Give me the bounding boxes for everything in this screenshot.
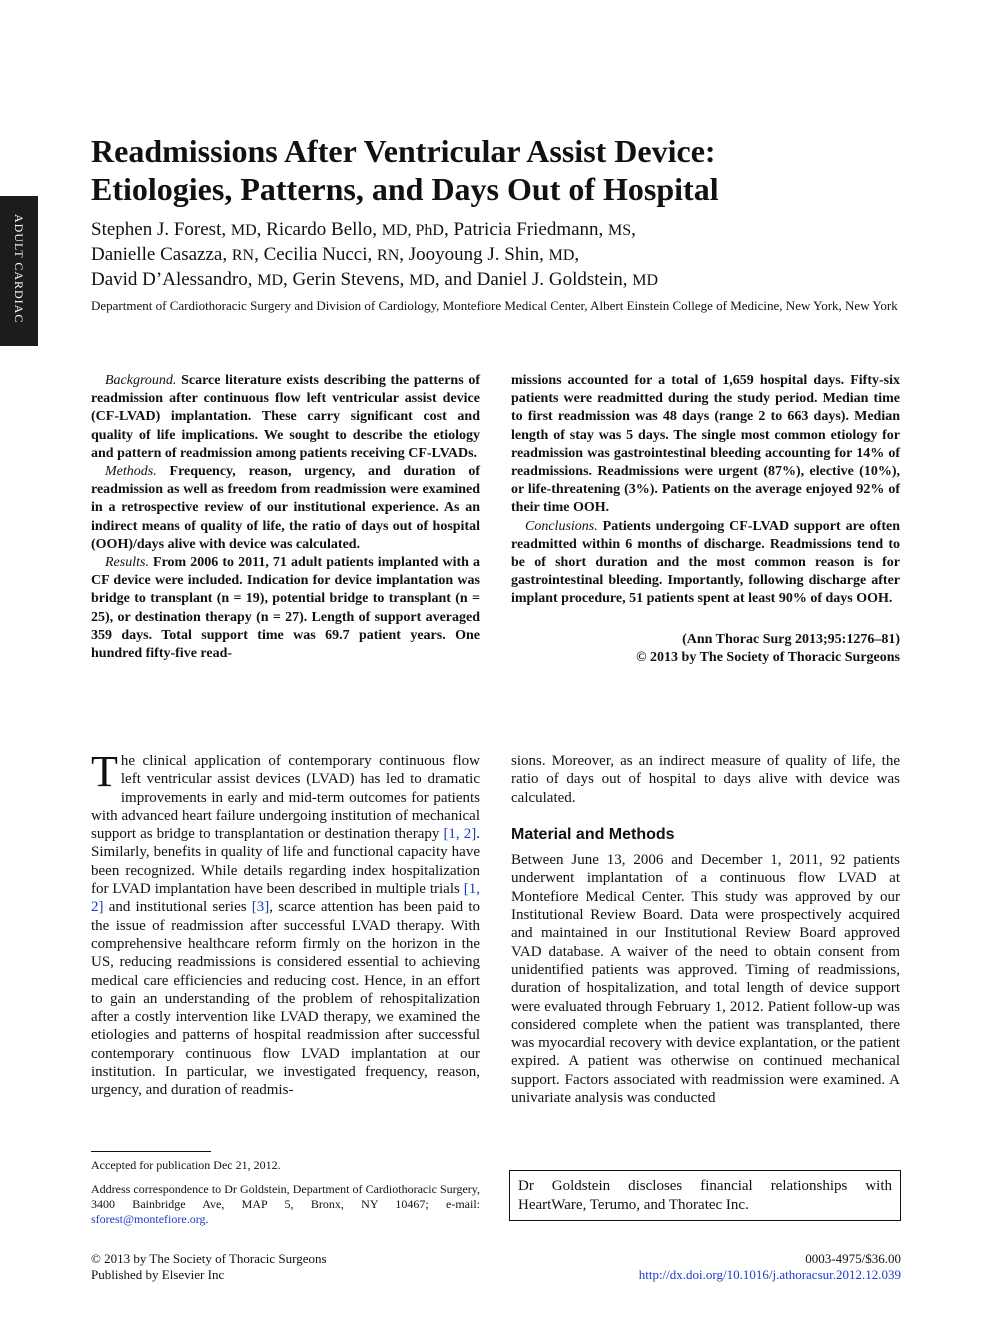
title-line-1: Readmissions After Ventricular Assist Device:	[91, 133, 716, 169]
intro-text: . Similarly, benefits in quality of life and functional capacity have been recognized. While details regarding index hospitalization for LVAD implantation have been described in multiple trials	[91, 826, 480, 898]
abstract-conclusions-text: Patients undergoing CF-LVAD support are often readmitted within 6 months of discharge. Readmissions tend to be of short duration and the most common reason is for gastrointestinal bleeding. Importantly, following discharge after implant procedure, 51 patients spent at least 90% of days OOH.	[511, 518, 900, 607]
email-link[interactable]: sforest@montefiore.org	[91, 1212, 206, 1226]
abstract-conclusions-label: Conclusions.	[525, 518, 598, 534]
author-name: Gerin Stevens,	[292, 269, 410, 290]
methods-paragraph: Between June 13, 2006 and December 1, 2011, 92 patients underwent implantation of a continuous flow LVAD at Montefiore Medical Center. This study was approved by our Institutional Review Board. Data were prospectively acquired and maintained in our Institutional Review Board approved VAD database. A waiver of the need to obtain consent from unidentified patients was approved. Timing of readmissions, duration of hospitalization, and total length of device support were evaluated through February 1, 2012. Patient follow-up was considered complete when the patient was transplanted, there was myocardial recovery with device explantation, or the patient expired. A patient was otherwise on continued mechanical support. Factors associated with readmission were examined. A univariate analysis was conducted	[511, 852, 900, 1107]
author-credential: MD	[632, 272, 659, 289]
footer-issn: 0003-4975/$36.00	[805, 1251, 901, 1266]
drop-cap: T	[91, 747, 118, 796]
footnote-divider	[91, 1151, 211, 1152]
methods-heading: Material and Methods	[511, 825, 675, 843]
author-credential: RN	[377, 247, 400, 264]
author-name: Jooyoung J. Shin,	[408, 244, 549, 265]
reference-link[interactable]: [1, 2]	[443, 826, 477, 843]
abstract-results-text: From 2006 to 2011, 71 adult patients implanted with a CF device were included. Indication for device implantation was bridge to transplant (n = 19), potential bridge to transplant (n = 25), or destination therapy (n = 27). Length of support averaged 359 days. Total support time was 69.7 patient years. One hundred fifty-five read-	[91, 555, 480, 662]
accepted-date: Accepted for publication Dec 21, 2012.	[91, 1158, 281, 1172]
abstract-results	[91, 554, 480, 663]
author-credential: MD	[230, 222, 257, 239]
footer-left	[91, 1251, 327, 1283]
abstract-conclusions	[511, 518, 900, 609]
journal-citation: (Ann Thorac Surg 2013;95:1276–81)	[682, 631, 900, 647]
doi-link[interactable]: http://dx.doi.org/10.1016/j.athoracsur.2012.12.039	[638, 1267, 901, 1282]
intro-text: , scarce attention has been paid to the issue of readmission after successful LVAD therapy. With comprehensive healthcare reform firmly on the horizon in the US, reducing readmissions is considered essential to achieving medical care efficiencies and reducing cost. Hence, in an effort to gain an understanding of the problem of rehospitalization after a costly intervention like LVAD therapy, we examined the etiologies and patterns of hospital readmission after successful contemporary continuous flow LVAD implantation at our institution. In particular, we investigated frequency, reason, urgency, and duration of readmis-	[91, 899, 480, 1099]
author-name: Patricia Friedmann,	[453, 219, 609, 240]
correspondence-text: Address correspondence to Dr Goldstein, Department of Cardiothoracic Surgery, 3400 Bainbridge Ave, MAP 5, Bronx, NY 10467; e-mail:	[91, 1182, 480, 1211]
author-name: Daniel J. Goldstein,	[476, 269, 633, 290]
author-separator: ,	[399, 244, 409, 265]
abstract-methods-text: Frequency, reason, urgency, and duration of readmission as well as freedom from readmission were examined in a retrospective review of our institutional experience. As an indirect means of quality of life, the ratio of days out of hospital (OOH)/days alive with device was calculated.	[91, 464, 480, 552]
author-credential: MD	[548, 247, 575, 264]
abstract-copyright: © 2013 by The Society of Thoracic Surgeons	[636, 650, 900, 666]
section-tab	[0, 196, 38, 346]
abstract-right-column	[511, 372, 900, 668]
intro-text: he clinical application of contemporary continuous flow left ventricular assist devices (LVAD) has led to dramatic improvements in early and mid-term outcomes for patients with advanced heart failure undergoing institution of mechanical support as bridge to transplantation or destination therapy	[91, 753, 480, 843]
affiliation: Department of Cardiothoracic Surgery and Division of Cardiology, Montefiore Medical Center, Albert Einstein College of Medicine, New York, New York	[91, 298, 898, 313]
author-credential: MS	[608, 222, 632, 239]
body-right-column	[511, 752, 900, 1107]
author-separator: ,	[443, 219, 454, 240]
disclosure-box: Dr Goldstein discloses financial relationships with HeartWare, Terumo, and Thoratec Inc.	[509, 1170, 901, 1221]
footer-copyright: © 2013 by The Society of Thoracic Surgeons	[91, 1251, 327, 1266]
abstract-results-label: Results.	[105, 555, 149, 571]
abstract-methods	[91, 463, 480, 554]
author-name: David D’Alessandro,	[91, 269, 258, 290]
author-separator: ,	[283, 269, 293, 290]
author-separator: ,	[574, 244, 580, 265]
author-separator: ,	[631, 219, 636, 240]
correspondence	[91, 1182, 480, 1227]
author-list	[91, 218, 911, 293]
abstract-background	[91, 372, 480, 463]
author-name: Stephen J. Forest,	[91, 219, 231, 240]
author-credential: RN	[231, 247, 255, 264]
section-tab-label: ADULT CARDIAC	[12, 214, 26, 324]
author-credential: MD, PhD	[381, 222, 444, 239]
reference-link[interactable]: [1, 2]	[91, 881, 480, 916]
author-separator: , and	[434, 269, 477, 290]
author-separator: ,	[254, 244, 264, 265]
author-name: Danielle Casazza,	[91, 244, 232, 265]
author-separator: ,	[256, 219, 267, 240]
footnotes	[91, 1158, 480, 1236]
abstract-background-text: Scarce literature exists describing the patterns of readmission after continuous flow left ventricular assist device (CF-LVAD) implantation. These carry significant cost and quality of life implications. We sought to describe the etiology and pattern of readmission among patients receiving CF-LVADs.	[91, 373, 480, 461]
abstract-background-label: Background.	[105, 373, 177, 388]
intro-text: and institutional series	[103, 899, 252, 916]
author-name: Ricardo Bello,	[266, 219, 382, 240]
body-left-column	[91, 747, 480, 1100]
author-name: Cecilia Nucci,	[263, 244, 378, 265]
author-credential: MD	[257, 272, 283, 289]
introduction-continued: sions. Moreover, as an indirect measure of quality of life, the ratio of days out of hospital to days alive with device was calculated.	[511, 753, 900, 806]
abstract-results-continued: missions accounted for a total of 1,659 hospital days. Fifty-six patients were readmitted during the study period. Median time to first readmission was 48 days (range 2 to 663 days). Median length of stay was 5 days. The single most common etiology for readmission was gastrointestinal bleeding accounting for 14% of readmissions. Readmissions were urgent (87%), elective (10%), or life-threatening (3%). Patients on the average enjoyed 92% of their time OOH.	[511, 373, 900, 516]
abstract-left-column	[91, 372, 480, 663]
reference-link[interactable]: [3]	[251, 899, 270, 916]
introduction-paragraph	[91, 747, 480, 1100]
article-title	[91, 132, 911, 208]
abstract-methods-label: Methods.	[105, 464, 157, 480]
citation-block	[511, 631, 900, 668]
correspondence-end: .	[205, 1212, 209, 1226]
footer-publisher: Published by Elsevier Inc	[91, 1267, 225, 1282]
author-credential: MD	[409, 272, 435, 289]
title-line-2: Etiologies, Patterns, and Days Out of Hospital	[91, 171, 719, 207]
footer-right	[639, 1251, 901, 1283]
